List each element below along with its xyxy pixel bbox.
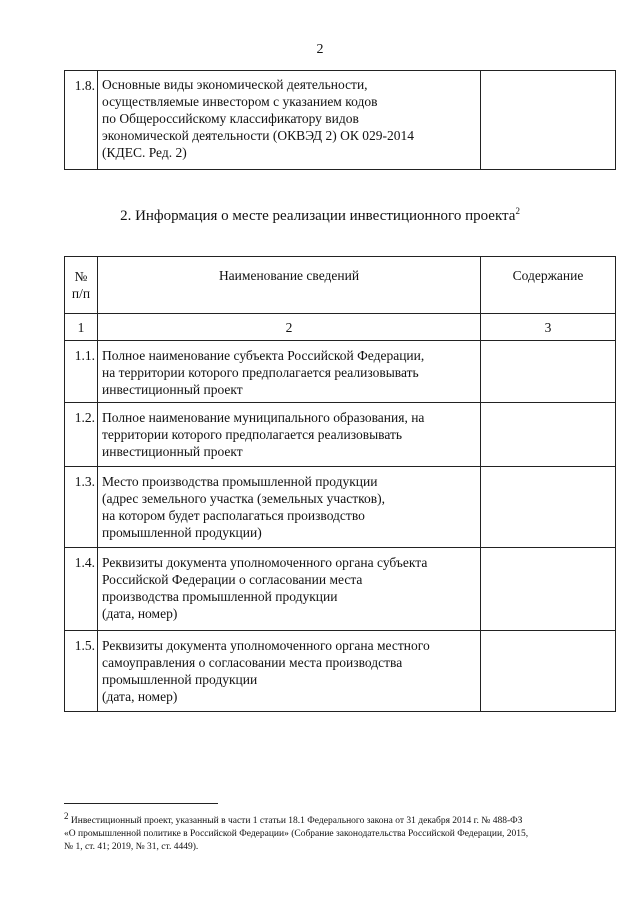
- table-row: [65, 467, 616, 548]
- column-number: 2: [98, 314, 481, 341]
- row-line: (адрес земельного участка (земельных участков),: [102, 491, 385, 506]
- row-line: инвестиционный проект: [102, 382, 243, 397]
- footnote-line: «О промышленной политике в Российской Федерации» (Собрание законодательства Российской Федерации, 2015,: [64, 829, 529, 840]
- row-line: Российской Федерации о согласовании места: [102, 572, 363, 587]
- row-content-cell: [481, 631, 616, 712]
- row-line: территории которого предполагается реализовывать: [102, 427, 403, 442]
- column-number: 1: [65, 314, 98, 341]
- row-name: [98, 631, 481, 712]
- row-name: [98, 548, 481, 631]
- row-line: промышленной продукции: [102, 672, 258, 687]
- footnote-line: [64, 810, 598, 828]
- row-line: Основные виды экономической деятельности,: [102, 77, 368, 92]
- header-name: Наименование сведений: [98, 257, 481, 314]
- footnote-mark: 2: [64, 811, 69, 821]
- footnote-line: № 1, ст. 41; 2019, № 31, ст. 4449).: [64, 842, 199, 853]
- row-content-cell: [481, 467, 616, 548]
- section-title-text: 2. Информация о месте реализации инвестиционного проекта: [120, 208, 516, 224]
- table-row: [65, 631, 616, 712]
- row-line: Полное наименование субъекта Российской Федерации,: [102, 348, 425, 363]
- row-number: 1.8.: [65, 71, 98, 170]
- table-header-row: [65, 257, 616, 314]
- table-row: [65, 341, 616, 403]
- row-line: осуществляемые инвестором с указанием кодов: [102, 94, 378, 109]
- row-content-cell: [481, 403, 616, 467]
- footnote-text: Инвестиционный проект, указанный в части 1 статьи 18.1 Федерального закона от 31 декабря 2014 г. № 488-ФЗ: [70, 816, 523, 827]
- row-content-cell: [481, 548, 616, 631]
- row-line: (дата, номер): [102, 606, 178, 621]
- row-line: экономической деятельности (ОКВЭД 2) ОК 029-2014: [102, 128, 415, 143]
- row-line: (дата, номер): [102, 689, 178, 704]
- column-numbers-row: [65, 314, 616, 341]
- row-name: [98, 403, 481, 467]
- header-num: [65, 257, 98, 314]
- info-table: [64, 256, 616, 712]
- row-number: 1.4.: [65, 548, 98, 631]
- header-content: Содержание: [481, 257, 616, 314]
- row-name: [98, 467, 481, 548]
- table-row: [65, 548, 616, 631]
- row-line: Реквизиты документа уполномоченного органа субъекта: [102, 555, 428, 570]
- row-line: (КДЕС. Ред. 2): [102, 145, 187, 160]
- row-content-cell: [481, 71, 616, 170]
- table-row: [65, 403, 616, 467]
- footnote: [64, 810, 598, 854]
- page-number: 2: [316, 42, 324, 57]
- table-row: [65, 71, 616, 170]
- row-line: Реквизиты документа уполномоченного органа местного: [102, 638, 430, 653]
- row-content-cell: [481, 341, 616, 403]
- row-number: 1.2.: [65, 403, 98, 467]
- row-line: по Общероссийскому классификатору видов: [102, 111, 359, 126]
- column-number: 3: [481, 314, 616, 341]
- row-number: 1.3.: [65, 467, 98, 548]
- row-name: [98, 71, 481, 170]
- row-line: на котором будет располагаться производство: [102, 508, 365, 523]
- row-number: 1.1.: [65, 341, 98, 403]
- row-line: Место производства промышленной продукции: [102, 474, 378, 489]
- footnote-separator: [64, 803, 218, 804]
- row-line: инвестиционный проект: [102, 444, 243, 459]
- row-line: Полное наименование муниципального образования, на: [102, 410, 425, 425]
- footnote-ref: 2: [515, 206, 520, 216]
- row-line: производства промышленной продукции: [102, 589, 338, 604]
- header-num-line: п/п: [71, 286, 91, 301]
- row-line: промышленной продукции): [102, 525, 262, 540]
- row-line: самоуправления о согласовании места производства: [102, 655, 403, 670]
- top-table: [64, 70, 616, 170]
- row-name: [98, 341, 481, 403]
- row-number: 1.5.: [65, 631, 98, 712]
- section-title: [0, 206, 640, 225]
- header-num-line: №: [74, 269, 88, 284]
- row-line: на территории которого предполагается реализовывать: [102, 365, 419, 380]
